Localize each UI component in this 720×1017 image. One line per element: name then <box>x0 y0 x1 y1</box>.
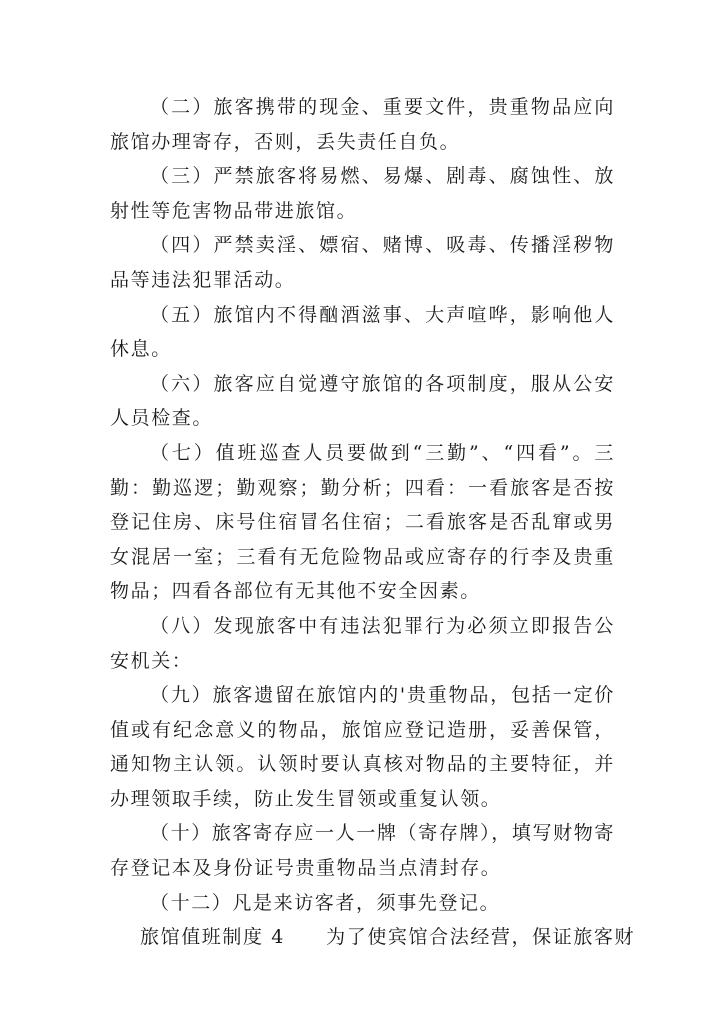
next-section-line: 旅馆值班制度 4 为了使宾馆合法经营，保证旅客财 <box>140 926 636 949</box>
paragraph-10: （十）旅客寄存应一人一牌（寄存牌），填写财物寄存登记本及身份证号贵重物品当点清封存。 <box>110 822 615 880</box>
document-page <box>110 90 636 955</box>
paragraph-3: （三）严禁旅客将易燃、易爆、剧毒、腐蚀性、放射性等危害物品带进旅馆。 <box>110 165 615 222</box>
paragraph-8: （八）发现旅客中有违法犯罪行为必须立即报告公安机关： <box>110 614 615 672</box>
paragraph-4: （四）严禁卖淫、嫖宿、赌博、吸毒、传播淫秽物品等违法犯罪活动。 <box>110 234 615 291</box>
paragraph-6: （六）旅客应自觉遵守旅馆的各项制度，服从公安人员检查。 <box>110 372 615 430</box>
paragraph-5: （五）旅馆内不得酗酒滋事、大声喧哗，影响他人休息。 <box>110 303 615 361</box>
paragraph-7: （七）值班巡查人员要做到“三勤”、“四看”。三勤：勤巡逻；勤观察；勤分析；四看：一看旅客是否按登记住房、床号住宿冒名住宿；二看旅客是否乱窜或男女混居一室；三看有无危险物品或应寄存的行李及贵重物品；四看各部位有无其他不安全因素。 <box>110 441 615 603</box>
paragraph-12: （十二）凡是来访客者，须事先登记。 <box>150 891 501 914</box>
paragraph-9: （九）旅客遗留在旅馆内的'贵重物品，包括一定价值或有纪念意义的物品，旅馆应登记造册，妥善保管，通知物主认领。认领时要认真核对物品的主要特征，并办理领取手续，防止发生冒领或重复认领。 <box>110 684 615 810</box>
paragraph-2: （二）旅客携带的现金、重要文件，贵重物品应向旅馆办理寄存，否则，丢失责任自负。 <box>110 96 615 153</box>
